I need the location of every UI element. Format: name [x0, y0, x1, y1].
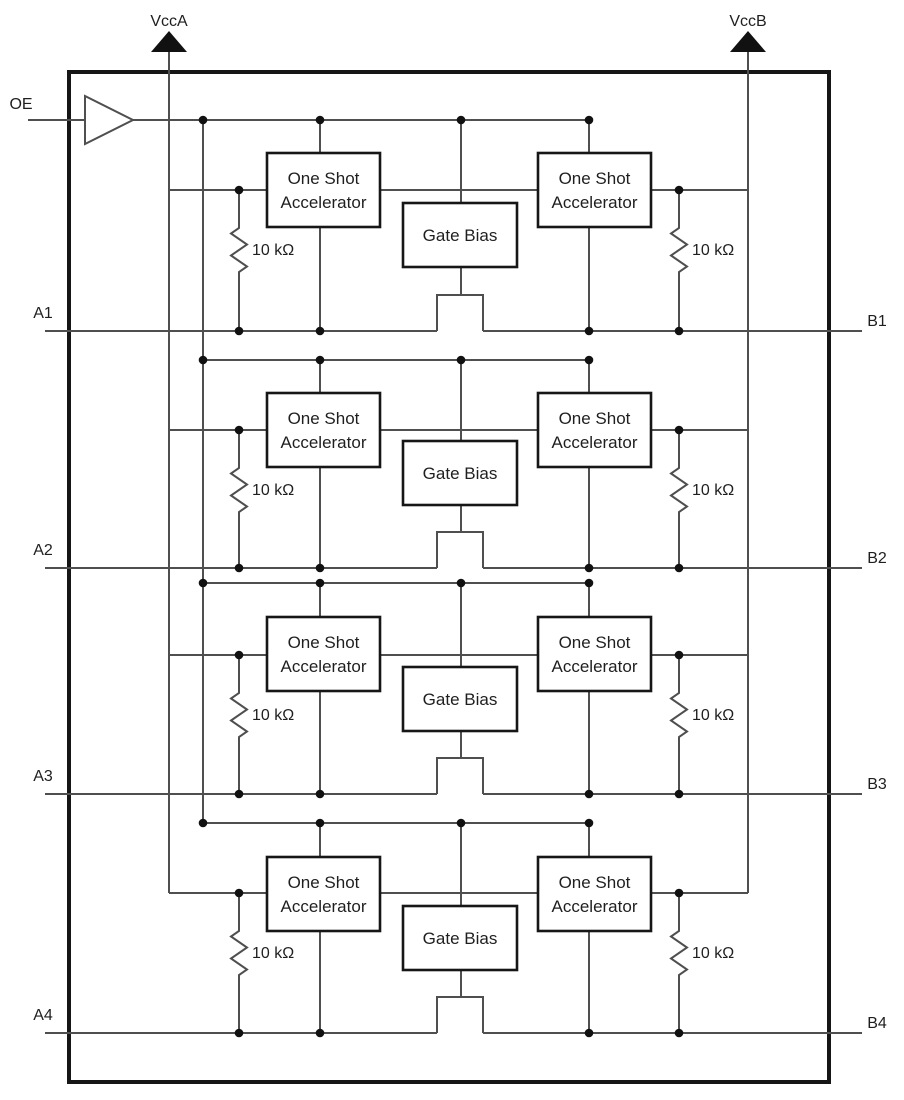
pass-fet-bump	[437, 758, 483, 794]
pullup-resistor-left	[231, 430, 247, 568]
junction-dot	[675, 790, 684, 799]
pass-fet-bump	[437, 997, 483, 1033]
one-shot-label: One Shot	[287, 169, 360, 188]
one-shot-label: One Shot	[287, 633, 360, 652]
junction-dot	[235, 327, 244, 336]
one-shot-accelerator-box-right	[538, 153, 651, 227]
vcca-label: VccA	[150, 13, 188, 30]
junction-dot	[199, 356, 208, 365]
one-shot-label: One Shot	[558, 633, 631, 652]
channels-layer	[33, 116, 887, 1038]
resistor-value-label: 10 kΩ	[252, 242, 295, 259]
pass-fet-bump	[437, 532, 483, 568]
gate-bias-label: Gate Bias	[422, 690, 498, 709]
junction-dot	[316, 356, 325, 365]
one-shot-label: One Shot	[558, 169, 631, 188]
pullup-resistor-right	[671, 893, 687, 1033]
junction-dot	[199, 819, 208, 828]
pin-b-label: B4	[867, 1015, 887, 1032]
pullup-resistor-right	[671, 190, 687, 331]
accelerator-label: Accelerator	[280, 193, 367, 212]
junction-dot	[199, 116, 208, 125]
accelerator-label: Accelerator	[551, 193, 638, 212]
one-shot-accelerator-box-left	[267, 153, 380, 227]
junction-dot	[585, 116, 594, 125]
junction-dot	[585, 819, 594, 828]
junction-dot	[585, 1029, 594, 1038]
junction-dot	[457, 819, 466, 828]
junction-dot	[235, 889, 244, 898]
pin-b-label: B2	[867, 550, 887, 567]
one-shot-accelerator-box-left	[267, 393, 380, 467]
vcca-supply	[150, 13, 188, 893]
pullup-resistor-right	[671, 655, 687, 794]
junction-dot	[457, 116, 466, 125]
resistor-value-label: 10 kΩ	[692, 482, 735, 499]
pin-b-label: B3	[867, 776, 887, 793]
accelerator-label: Accelerator	[551, 433, 638, 452]
resistor-value-label: 10 kΩ	[252, 945, 295, 962]
junction-dot	[316, 579, 325, 588]
resistor-value-label: 10 kΩ	[252, 482, 295, 499]
pullup-resistor-left	[231, 893, 247, 1033]
junction-dot	[585, 356, 594, 365]
channel-3	[33, 579, 887, 799]
gate-bias-label: Gate Bias	[422, 226, 498, 245]
junction-dot	[316, 116, 325, 125]
resistor-value-label: 10 kΩ	[252, 707, 295, 724]
junction-dot	[675, 426, 684, 435]
junction-dot	[235, 564, 244, 573]
resistor-value-label: 10 kΩ	[692, 707, 735, 724]
accelerator-label: Accelerator	[280, 897, 367, 916]
buffer-triangle-icon	[85, 96, 133, 144]
junction-dot	[316, 327, 325, 336]
junction-dot	[235, 426, 244, 435]
one-shot-accelerator-box-left	[267, 617, 380, 691]
one-shot-label: One Shot	[558, 409, 631, 428]
junction-dot	[235, 186, 244, 195]
one-shot-label: One Shot	[558, 873, 631, 892]
junction-dot	[457, 579, 466, 588]
pin-b-label: B1	[867, 313, 887, 330]
junction-dot	[675, 186, 684, 195]
pass-fet-bump	[437, 295, 483, 331]
junction-dot	[235, 1029, 244, 1038]
vccb-supply	[729, 13, 766, 893]
accelerator-label: Accelerator	[551, 897, 638, 916]
junction-dot	[316, 564, 325, 573]
pullup-resistor-left	[231, 190, 247, 331]
junction-dot	[675, 651, 684, 660]
one-shot-accelerator-box-right	[538, 617, 651, 691]
channel-2	[33, 356, 887, 573]
channel-1	[33, 116, 887, 336]
accelerator-label: Accelerator	[280, 657, 367, 676]
oe-label: OE	[9, 96, 33, 113]
junction-dot	[585, 327, 594, 336]
vccb-label: VccB	[729, 13, 767, 30]
vccb-arrow-icon	[730, 31, 766, 52]
vcca-arrow-icon	[151, 31, 187, 52]
junction-dot	[316, 790, 325, 799]
junction-dot	[675, 327, 684, 336]
junction-dot	[316, 819, 325, 828]
junction-dot	[199, 579, 208, 588]
resistor-value-label: 10 kΩ	[692, 242, 735, 259]
accelerator-label: Accelerator	[280, 433, 367, 452]
pullup-resistor-left	[231, 655, 247, 794]
accelerator-label: Accelerator	[551, 657, 638, 676]
junction-dot	[235, 651, 244, 660]
one-shot-label: One Shot	[287, 873, 360, 892]
junction-dot	[316, 1029, 325, 1038]
pin-a-label: A1	[33, 305, 53, 322]
one-shot-accelerator-box-left	[267, 857, 380, 931]
junction-dot	[675, 889, 684, 898]
gate-bias-label: Gate Bias	[422, 929, 498, 948]
junction-dot	[457, 356, 466, 365]
junction-dot	[585, 579, 594, 588]
channel-4	[33, 819, 887, 1038]
one-shot-accelerator-box-right	[538, 857, 651, 931]
junction-dot	[675, 1029, 684, 1038]
one-shot-accelerator-box-right	[538, 393, 651, 467]
pin-a-label: A2	[33, 542, 53, 559]
junction-dot	[585, 564, 594, 573]
pin-a-label: A3	[33, 768, 53, 785]
pullup-resistor-right	[671, 430, 687, 568]
one-shot-label: One Shot	[287, 409, 360, 428]
resistor-value-label: 10 kΩ	[692, 945, 735, 962]
junction-dot	[585, 790, 594, 799]
oe-input	[9, 96, 203, 823]
pin-a-label: A4	[33, 1007, 53, 1024]
junction-dot	[675, 564, 684, 573]
junction-dot	[235, 790, 244, 799]
gate-bias-label: Gate Bias	[422, 464, 498, 483]
